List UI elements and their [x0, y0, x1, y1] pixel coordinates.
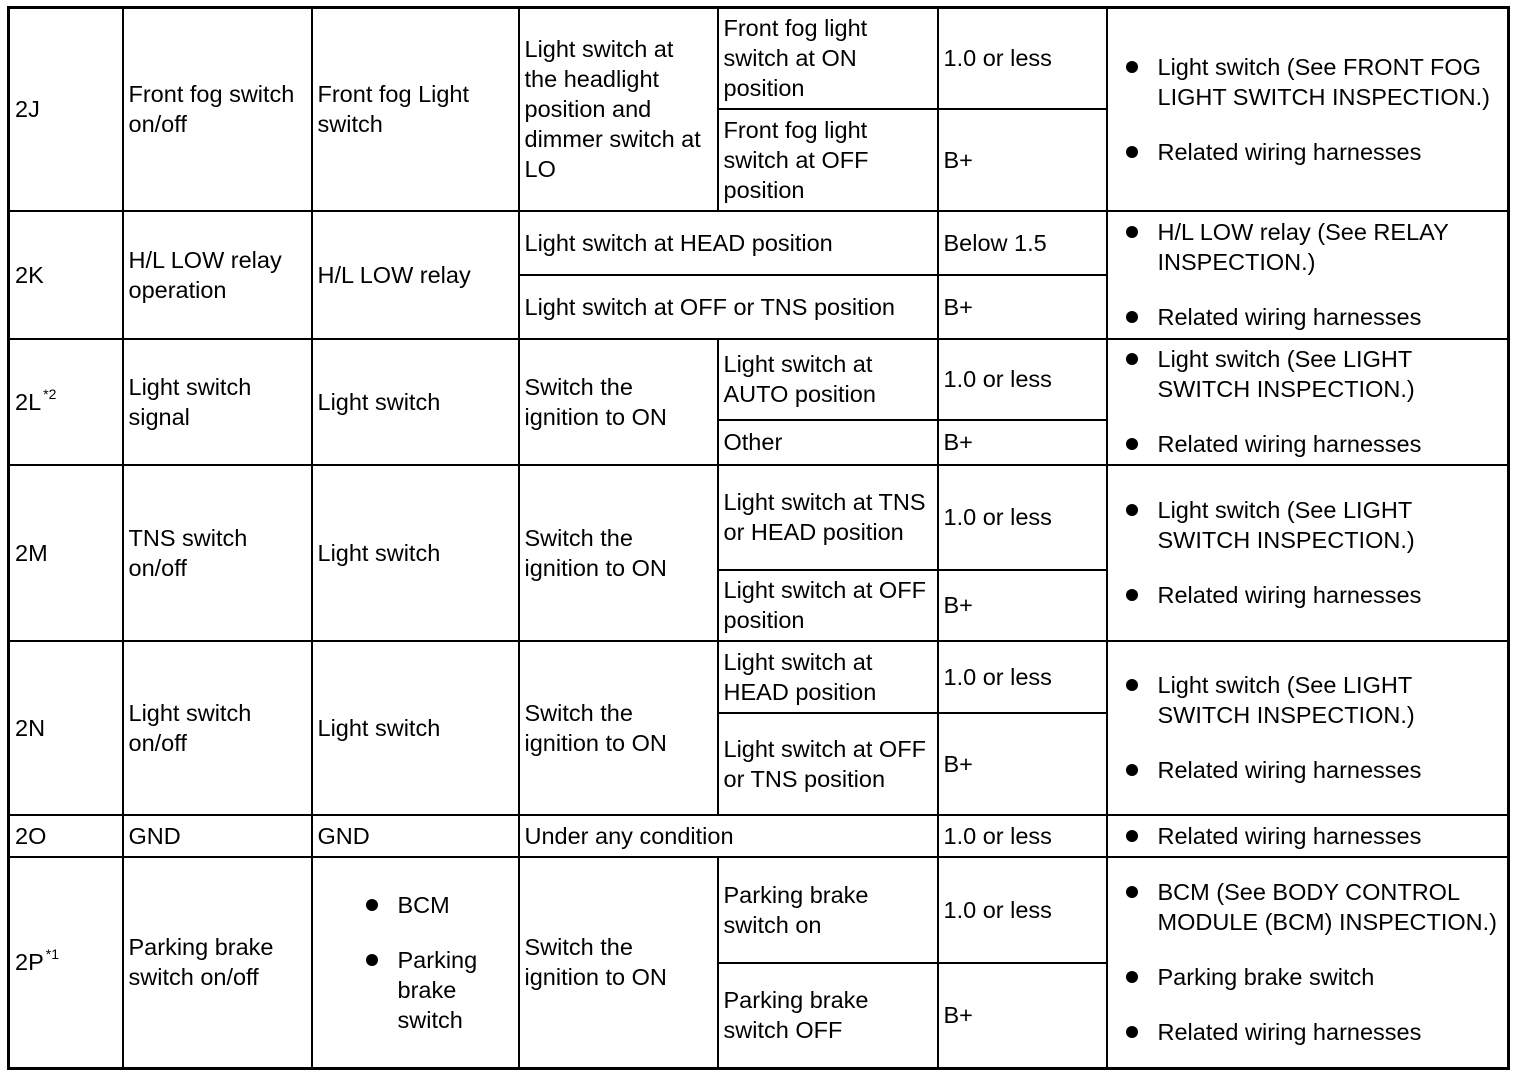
table-row [9, 641, 1509, 713]
voltage-cell: B+ [938, 420, 1107, 465]
inspection-cell [1107, 465, 1509, 641]
checked-item-cell: Light switch [312, 339, 519, 465]
checked-item: Parking brake switch [398, 945, 513, 1035]
state-cell: Light switch at TNS or HEAD position [718, 465, 938, 570]
condition-cell: Light switch at the headlight position and dimmer switch at LO [519, 8, 718, 211]
inspection-cell [1107, 211, 1509, 339]
terminal-cell [9, 339, 123, 465]
inspection-item: Related wiring harnesses [1158, 1017, 1503, 1047]
inspection-list [1113, 495, 1503, 610]
inspection-item: Related wiring harnesses [1158, 755, 1503, 785]
terminal-cell [9, 8, 123, 211]
checked-item-cell [312, 857, 519, 1069]
inspection-item: BCM (See BODY CONTROL MODULE (BCM) INSPECTION.) [1158, 877, 1503, 937]
inspection-cell [1107, 8, 1509, 211]
signal-cell: Light switch on/off [123, 641, 312, 815]
footnote-marker: *2 [43, 385, 57, 402]
signal-cell: Parking brake switch on/off [123, 857, 312, 1069]
inspection-item: Related wiring harnesses [1158, 821, 1503, 851]
condition-cell: Light switch at HEAD position [519, 211, 938, 275]
inspection-item: Related wiring harnesses [1158, 429, 1503, 459]
table-row [9, 211, 1509, 275]
terminal-cell [9, 815, 123, 857]
voltage-cell: 1.0 or less [938, 641, 1107, 713]
table-row [9, 857, 1509, 963]
footnote-marker: *1 [45, 946, 59, 963]
condition-cell: Light switch at OFF or TNS position [519, 275, 938, 339]
condition-cell: Switch the ignition to ON [519, 641, 718, 815]
terminal-label: 2L [15, 388, 42, 415]
terminal-cell [9, 465, 123, 641]
condition-cell: Switch the ignition to ON [519, 339, 718, 465]
voltage-cell: B+ [938, 275, 1107, 339]
state-cell: Light switch at OFF position [718, 570, 938, 641]
inspection-item: Parking brake switch [1158, 962, 1503, 992]
voltage-cell: 1.0 or less [938, 815, 1107, 857]
state-cell: Front fog light switch at ON position [718, 8, 938, 109]
inspection-item: Related wiring harnesses [1158, 302, 1503, 332]
state-cell: Light switch at AUTO position [718, 339, 938, 420]
terminal-label: 2P [15, 949, 44, 976]
table-row [9, 465, 1509, 570]
state-cell: Parking brake switch OFF [718, 963, 938, 1069]
terminal-inspection-table-container [7, 6, 1510, 1070]
state-cell: Light switch at HEAD position [718, 641, 938, 713]
inspection-item: Light switch (See FRONT FOG LIGHT SWITCH INSPECTION.) [1158, 52, 1503, 112]
voltage-cell: B+ [938, 713, 1107, 815]
voltage-cell: Below 1.5 [938, 211, 1107, 275]
state-cell: Light switch at OFF or TNS position [718, 713, 938, 815]
condition-cell: Under any condition [519, 815, 938, 857]
inspection-cell [1107, 857, 1509, 1069]
state-cell: Parking brake switch on [718, 857, 938, 963]
signal-cell: GND [123, 815, 312, 857]
terminal-inspection-table [7, 6, 1510, 1070]
voltage-cell: 1.0 or less [938, 857, 1107, 963]
terminal-label: 2O [15, 822, 47, 849]
condition-cell: Switch the ignition to ON [519, 857, 718, 1069]
terminal-cell [9, 857, 123, 1069]
condition-cell: Switch the ignition to ON [519, 465, 718, 641]
inspection-cell [1107, 641, 1509, 815]
inspection-list [1113, 670, 1503, 785]
inspection-list [1113, 344, 1503, 459]
inspection-list [1113, 877, 1503, 1047]
inspection-list [1113, 217, 1503, 332]
signal-cell: Light switch signal [123, 339, 312, 465]
state-cell: Other [718, 420, 938, 465]
checked-item-list [318, 890, 513, 1035]
inspection-cell [1107, 815, 1509, 857]
inspection-list [1113, 821, 1503, 851]
terminal-label: 2N [15, 714, 46, 741]
voltage-cell: B+ [938, 963, 1107, 1069]
voltage-cell: 1.0 or less [938, 339, 1107, 420]
voltage-cell: 1.0 or less [938, 8, 1107, 109]
terminal-cell [9, 211, 123, 339]
checked-item-cell: GND [312, 815, 519, 857]
table-row [9, 339, 1509, 420]
inspection-item: Light switch (See LIGHT SWITCH INSPECTION.) [1158, 670, 1503, 730]
checked-item-cell: Light switch [312, 465, 519, 641]
checked-item-cell: Front fog Light switch [312, 8, 519, 211]
inspection-item: Related wiring harnesses [1158, 137, 1503, 167]
inspection-cell [1107, 339, 1509, 465]
checked-item-cell: H/L LOW relay [312, 211, 519, 339]
checked-item-cell: Light switch [312, 641, 519, 815]
signal-cell: Front fog switch on/off [123, 8, 312, 211]
checked-item: BCM [398, 890, 513, 920]
terminal-label: 2M [15, 539, 48, 566]
state-cell: Front fog light switch at OFF position [718, 109, 938, 211]
inspection-item: Related wiring harnesses [1158, 580, 1503, 610]
inspection-item: Light switch (See LIGHT SWITCH INSPECTION.) [1158, 344, 1503, 404]
table-row [9, 8, 1509, 109]
voltage-cell: 1.0 or less [938, 465, 1107, 570]
signal-cell: TNS switch on/off [123, 465, 312, 641]
terminal-label: 2J [15, 96, 40, 123]
inspection-item: H/L LOW relay (See RELAY INSPECTION.) [1158, 217, 1503, 277]
table-row [9, 815, 1509, 857]
voltage-cell: B+ [938, 109, 1107, 211]
terminal-cell [9, 641, 123, 815]
inspection-list [1113, 52, 1503, 167]
terminal-label: 2K [15, 261, 44, 288]
voltage-cell: B+ [938, 570, 1107, 641]
inspection-item: Light switch (See LIGHT SWITCH INSPECTION.) [1158, 495, 1503, 555]
signal-cell: H/L LOW relay operation [123, 211, 312, 339]
